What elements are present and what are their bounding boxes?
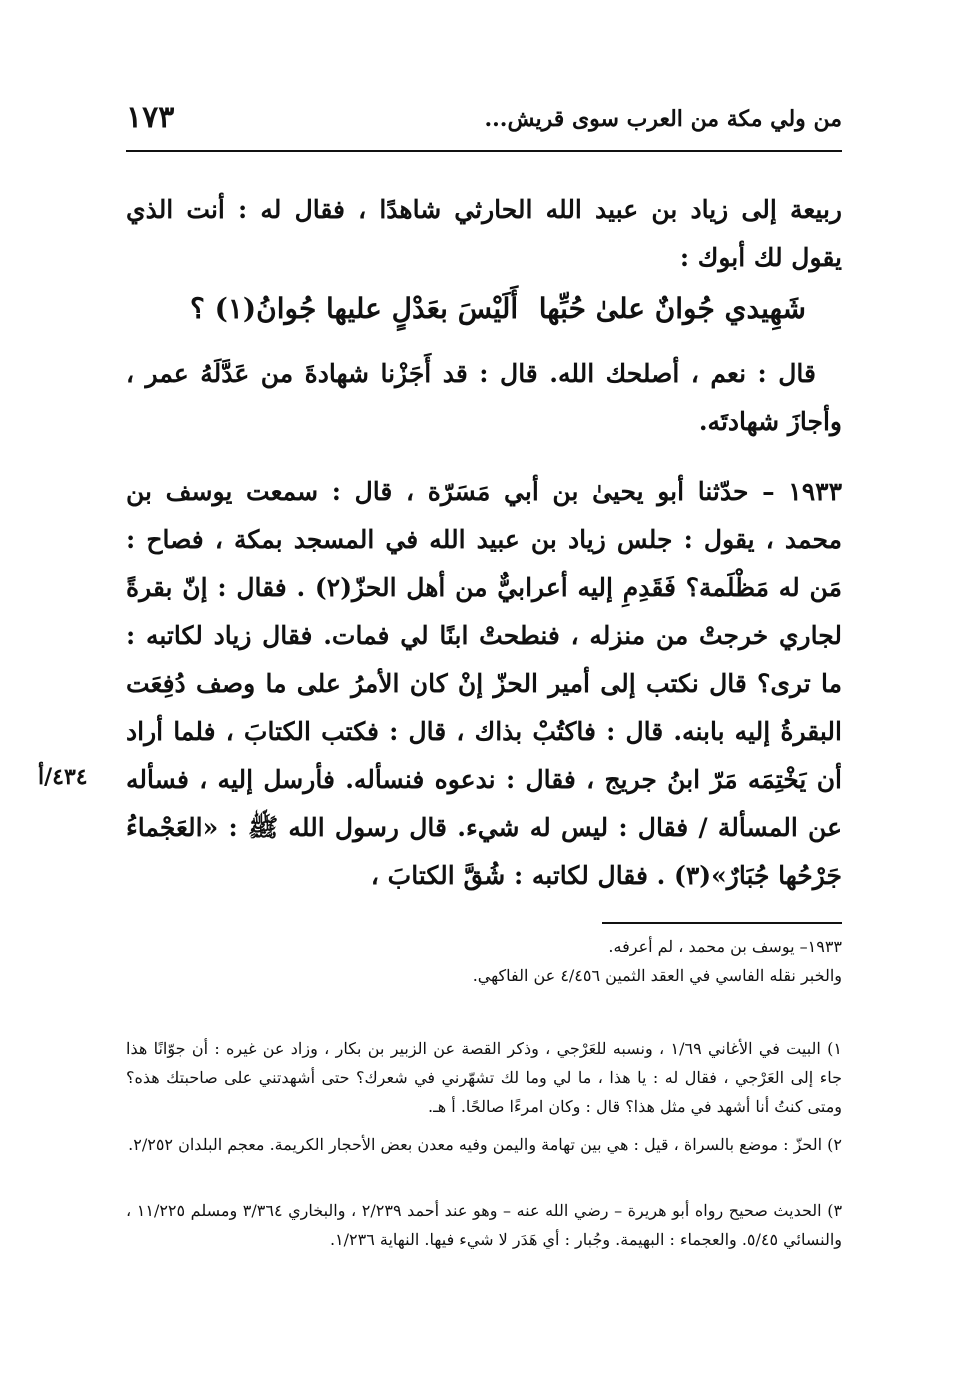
- verse-second-hemistich: أَلَيْسَ بعَدْلٍ عليها جُوانُ(١) ؟: [190, 292, 519, 325]
- source-footnote: [126, 932, 842, 990]
- source-footnote-line-2: والخبر نقله الفاسي في العقد الثمين ٤/٤٥٦ عن الفاكهي.: [472, 966, 842, 985]
- paragraph-3: ١٩٣٣ – حدّثنا أبو يحيىٰ بن أبي مَسَرّة ، قال : سمعت يوسف بن محمد ، يقول : جلس زياد بن عبيد الله في المسجد بمكة ، فصاح : مَن له مَظْلَمة؟ فَقَدِمِ إليه أعرابيٌّ من أهل الحزّ(٢) . فقال : إنّ بقرةً لجاري خرجتْ من منزله ، فنطحتْ ابنًا لي فمات. فقال زياد لكاتبه : ما ترى؟ قال نكتب إلى أمير الحزّ إنْ كان الأمرُ على ما وصف دُفِعَت البقرةُ إليه بابنه. قال : فاكتُبْ بذاك ، قال : فكتب الكتابَ ، فلما أراد أن يَخْتِمَه مَرّ ابنُ جريج ، فقال : ندعوه فنسأله. فأرسل إليه ، فسأله عن المسألة / فقال : ليس له شيء. قال رسول الله ﷺ : «العَجْماءُ جَرْحُها جُبَارٌ»(٣) . فقال لكاتبه : شُقَّ الكتابَ ،: [126, 477, 842, 890]
- verse-first-hemistich: شَهِيدي جُوانٌ علىٰ حُبِّها: [538, 292, 806, 325]
- poem-verse: [190, 292, 806, 342]
- running-title: من ولي مكة من العرب سوى قريش...: [484, 106, 842, 132]
- footnote-2: ٢) الحزّ : موضع بالسراة ، قيل : هي بين تهامة واليمن وفيه معدن بعض الأحجار الكريمة. معجم البلدان ٢/٢٥٢.: [128, 1135, 842, 1154]
- footnote-1: ١) البيت في الأغاني ١/٦٩ ، ونسبه للعَرْجي ، وذكر القصة عن الزبير بن بكار ، وزاد عن غيره : أن جوّانًا هذا جاء إلى العَرْجي ، فقال له : يا هذا ، ما لي وما لك تشهّرني في شعرك؟ حتى أشهدتني على صاحبتك هذه؟ ومتى كنتُ أنا أشهد في مثل هذا؟ قال : وكان امرءًا صالحًا. أ هـ.: [126, 1039, 843, 1116]
- page-number: ١٧٣: [126, 100, 175, 135]
- paragraph-2: قال : نعم ، أصلحك الله. قال : قد أَجَزْنا شهادةَ من عَدَّلَهُ عمر ، وأجازَ شهادتَه.: [126, 359, 842, 436]
- footnote-separator: [602, 922, 842, 924]
- page-header: [126, 100, 842, 152]
- source-footnote-line-1: ١٩٣٣– يوسف بن محمد ، لم أعرفه.: [608, 937, 842, 956]
- footnote-3: ٣) الحديث صحيح رواه أبو هريرة – رضي الله عنه – وهو عند أحمد ٢/٢٣٩ ، والبخاري ٣/٣٦٤ ومسلم ١١/٢٢٥ ، والنسائي ٥/٤٥. والعجماء : البهيمة. وجُبار : أي هَدَر لا شيء فيها. النهاية ١/٢٣٦.: [126, 1201, 843, 1249]
- manuscript-folio-note: ٤٣٤/أ: [38, 764, 88, 790]
- paragraph-1: ربيعة إلى زياد بن عبيد الله الحارثي شاهدًا ، فقال له : أنت الذي يقول لك أبوك :: [126, 195, 842, 272]
